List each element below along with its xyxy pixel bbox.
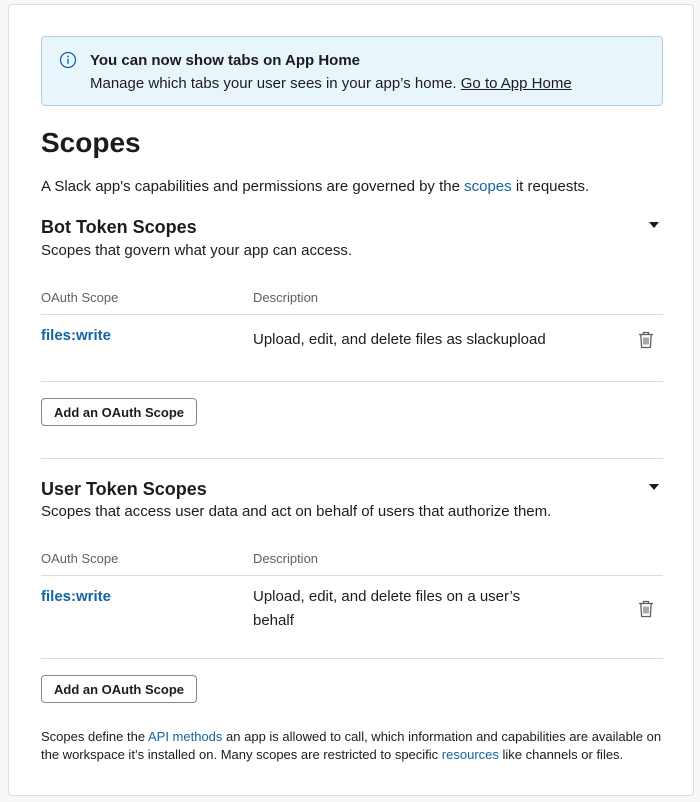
intro-before: A Slack app's capabilities and permissions are governed by the (41, 178, 460, 195)
scopes-card (8, 4, 694, 796)
section-divider (41, 458, 663, 459)
footer-text-2: an app is allowed to call, which information and capabilities are available on the workspace it’s installed on. Many scopes are restricted to specific (41, 729, 662, 762)
banner-title: You can now show tabs on App Home (90, 52, 361, 69)
bot-scopes-collapse-caret-icon[interactable] (649, 222, 659, 228)
scopes-footer-note (41, 728, 663, 764)
divider (41, 381, 663, 382)
user-scope-files-write[interactable]: files:write (41, 588, 112, 605)
divider (41, 575, 663, 576)
user-col-oauth-scope: OAuth Scope (41, 551, 119, 566)
banner-message: Manage which tabs your user sees in your app’s home. (90, 75, 457, 92)
resources-link[interactable]: resources (441, 747, 499, 762)
page-title: Scopes (41, 127, 141, 158)
banner-text (90, 75, 572, 92)
bot-col-description: Description (253, 290, 319, 305)
user-scopes-collapse-caret-icon[interactable] (649, 484, 659, 490)
user-scope-delete-trash-icon[interactable] (638, 600, 654, 618)
bot-scope-delete-trash-icon[interactable] (638, 331, 654, 349)
bot-token-scopes-subtitle: Scopes that govern what your app can access. (41, 242, 353, 259)
bot-scope-files-write[interactable]: files:write (41, 327, 112, 344)
user-scope-description-line1: Upload, edit, and delete files on a user’s (253, 588, 521, 605)
footer-text-3: like channels or files. (502, 747, 624, 762)
user-token-scopes-subtitle: Scopes that access user data and act on behalf of users that authorize them. (41, 503, 552, 520)
bot-scope-description: Upload, edit, and delete files as slackupload (253, 331, 546, 348)
bot-col-oauth-scope: OAuth Scope (41, 290, 119, 305)
user-col-description: Description (253, 551, 319, 566)
info-icon (59, 51, 77, 69)
divider (41, 314, 663, 315)
scopes-link[interactable]: scopes (464, 178, 512, 195)
divider (41, 658, 663, 659)
intro-text (41, 178, 589, 195)
user-add-oauth-scope-button[interactable]: Add an OAuth Scope (41, 675, 197, 703)
bot-token-scopes-title: Bot Token Scopes (41, 217, 197, 237)
app-home-tabs-banner (41, 36, 663, 106)
go-to-app-home-link[interactable]: Go to App Home (460, 75, 572, 92)
user-scope-description (253, 585, 520, 633)
user-scope-description-line2: behalf (253, 612, 294, 629)
api-methods-link[interactable]: API methods (147, 729, 223, 744)
intro-after: it requests. (515, 178, 590, 195)
user-token-scopes-title: User Token Scopes (41, 479, 207, 499)
bot-add-oauth-scope-button[interactable]: Add an OAuth Scope (41, 398, 197, 426)
footer-text-1: Scopes define the (41, 729, 146, 744)
